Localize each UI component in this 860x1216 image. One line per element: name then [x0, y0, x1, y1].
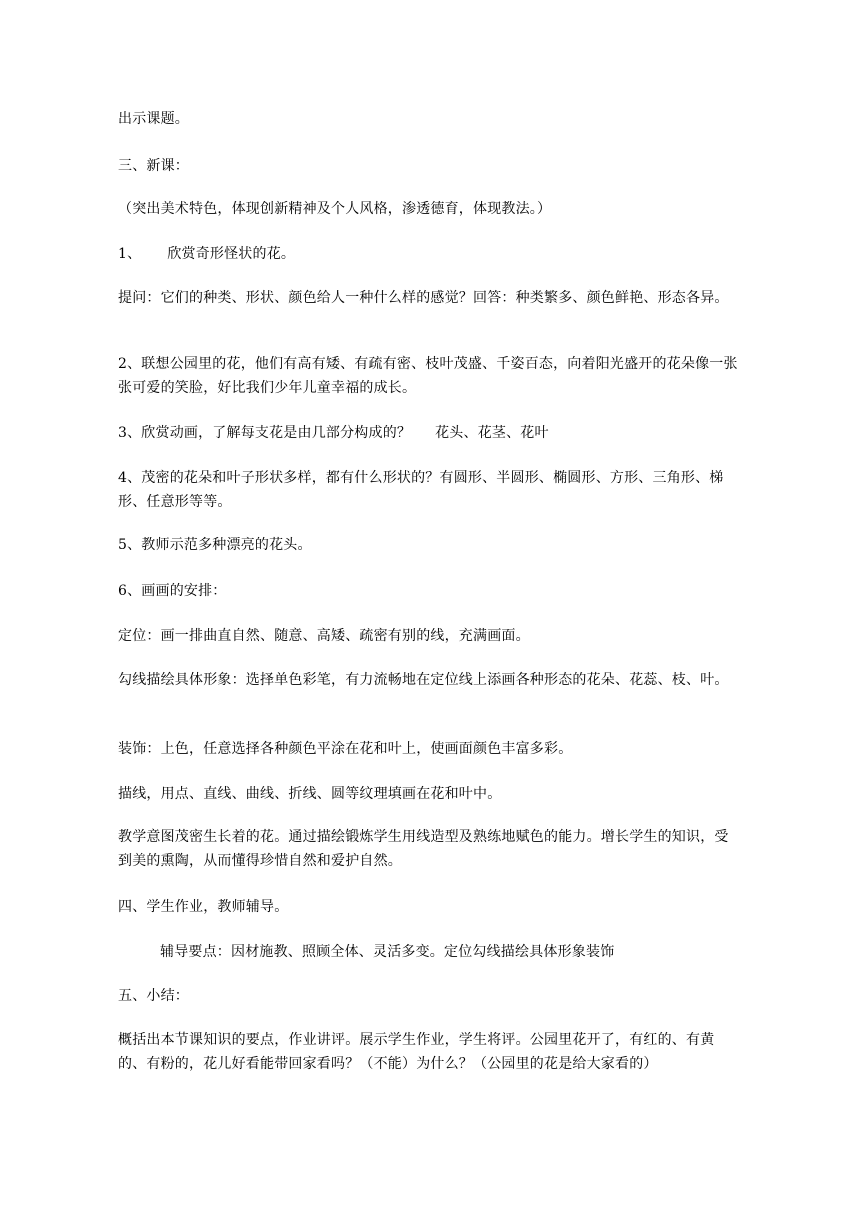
- paragraph-text: 提问：它们的种类、形状、颜色给人一种什么样的感觉？回答：种类繁多、颜色鲜艳、形态各异。: [118, 290, 729, 306]
- list-item-2: [118, 352, 742, 400]
- list-item-6: [118, 579, 742, 603]
- paragraph-text: 定位：画一排曲直自然、随意、高矮、疏密有别的线，充满画面。: [118, 628, 530, 644]
- paragraph-text: 勾线描绘具体形象：选择单色彩笔，有力流畅地在定位线上添画各种形态的花朵、花蕊、枝、叶。: [118, 672, 729, 688]
- paragraph-teaching-features: [118, 197, 742, 221]
- section-heading-new-lesson: [118, 154, 742, 178]
- paragraph-guidance-points: [160, 940, 784, 964]
- paragraph-summary-content: [118, 1028, 742, 1076]
- section-heading-student-work: [118, 895, 742, 919]
- paragraph-text: 6、画画的安排：: [118, 583, 227, 599]
- paragraph-text: 3、欣赏动画，了解每支花是由几部分构成的？: [118, 425, 412, 441]
- list-item-5: [118, 533, 742, 557]
- paragraph-outline-drawing: [118, 668, 742, 692]
- paragraph-text: 装饰：上色，任意选择各种颜色平涂在花和叶上，使画面颜色丰富多彩。: [118, 741, 573, 757]
- answer-text: 花头、花茎、花叶: [435, 425, 549, 441]
- paragraph-text: 概括出本节课知识的要点，作业讲评。展示学生作业，学生将评。公园里花开了，有红的、有黄的、有粉的，花儿好看能带回家看吗？（不能）为什么？（公园里的花是给大家看的）: [118, 1032, 715, 1072]
- list-item-3: [118, 421, 742, 445]
- list-number: 1、: [118, 246, 142, 262]
- paragraph-show-topic: [118, 107, 742, 131]
- section-heading-summary: [118, 984, 742, 1008]
- paragraph-text: 四、学生作业，教师辅导。: [118, 899, 289, 915]
- paragraph-text: 出示课题。: [118, 111, 189, 127]
- paragraph-text: 五、小结：: [118, 988, 189, 1004]
- list-item-text: 欣赏奇形怪状的花。: [167, 246, 296, 262]
- list-item-4: [118, 466, 742, 514]
- paragraph-line-texture: [118, 782, 742, 806]
- paragraph-text: 辅导要点：因材施教、照顾全体、灵活多变。定位勾线描绘具体形象装饰: [160, 944, 615, 960]
- list-item-1: [118, 242, 742, 266]
- paragraph-teaching-intent: [118, 825, 742, 873]
- paragraph-positioning: [118, 624, 742, 648]
- paragraph-question-answer: [118, 286, 742, 310]
- paragraph-text: （突出美术特色，体现创新精神及个人风格，渗透德育，体现教法。）: [118, 201, 552, 217]
- paragraph-text: 5、教师示范多种漂亮的花头。: [118, 537, 312, 553]
- paragraph-text: 2、联想公园里的花，他们有高有矮、有疏有密、枝叶茂盛、千姿百态，向着阳光盛开的花朵像一张张可爱的笑脸，好比我们少年儿童幸福的成长。: [118, 356, 738, 396]
- paragraph-text: 三、新课：: [118, 158, 189, 174]
- paragraph-text: 4、茂密的花朵和叶子形状多样，都有什么形状的？有圆形、半圆形、椭圆形、方形、三角形、梯形、任意形等等。: [118, 470, 724, 510]
- paragraph-decoration: [118, 737, 742, 761]
- paragraph-text: 教学意图茂密生长着的花。通过描绘锻炼学生用线造型及熟练地赋色的能力。增长学生的知识，受到美的熏陶，从而懂得珍惜自然和爱护自然。: [118, 829, 729, 869]
- paragraph-text: 描线，用点、直线、曲线、折线、圆等纹理填画在花和叶中。: [118, 786, 502, 802]
